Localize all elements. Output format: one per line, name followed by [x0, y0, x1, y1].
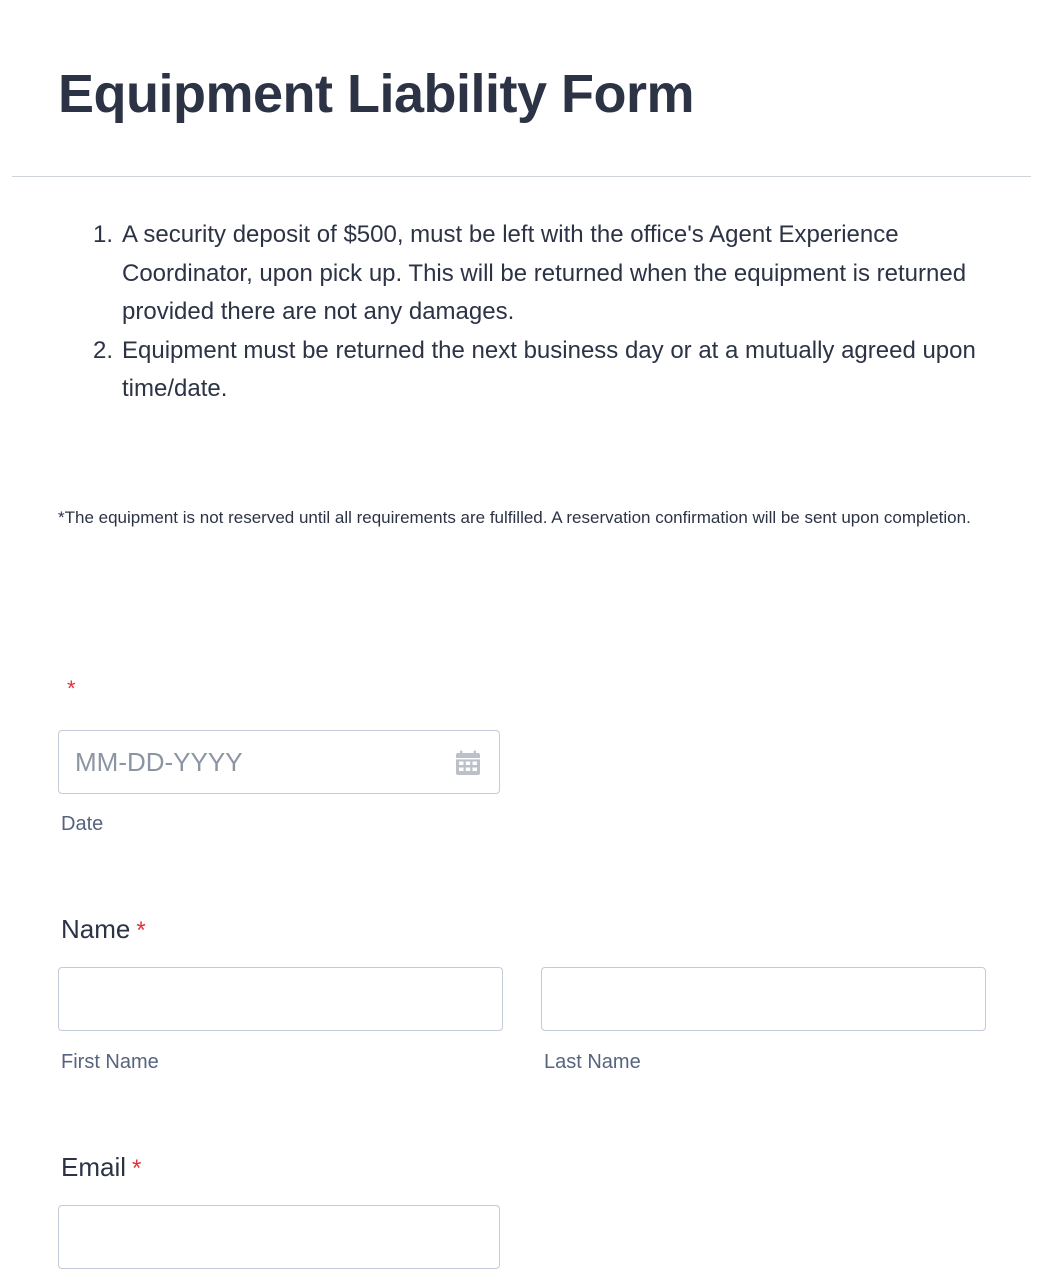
date-sublabel: Date: [61, 813, 104, 835]
title-divider: [12, 176, 1031, 177]
email-label-text: Email: [61, 1152, 127, 1182]
disclaimer-text: *The equipment is not reserved until all requirements are fulfilled. A reservation confirmation will be sent upon completion.: [58, 508, 971, 527]
calendar-icon[interactable]: [455, 750, 481, 776]
requirement-item: [93, 332, 992, 409]
date-field: [58, 730, 500, 794]
first-name-sublabel: First Name: [61, 1051, 159, 1073]
requirement-text: A security deposit of $500, must be left with the office's Agent Experience Coordinator, upon pick up. This will be returned when the equipment is returned provided there are not any damages.: [122, 221, 967, 326]
last-name-input[interactable]: [541, 967, 986, 1031]
requirements-list: [93, 216, 992, 409]
date-required-marker: *: [67, 676, 76, 701]
form-title: Equipment Liability Form: [58, 64, 695, 124]
last-name-sublabel: Last Name: [544, 1051, 641, 1073]
email-label: [61, 1150, 141, 1186]
date-input[interactable]: [58, 730, 500, 794]
first-name-input[interactable]: [58, 967, 503, 1031]
name-required-marker: *: [136, 917, 146, 944]
requirement-number: 1.: [93, 221, 114, 248]
requirement-item: [93, 216, 992, 332]
name-label-text: Name: [61, 914, 131, 944]
requirement-number: 2.: [93, 336, 114, 364]
email-required-marker: *: [132, 1155, 142, 1182]
email-input[interactable]: [58, 1205, 500, 1269]
requirement-text: Equipment must be returned the next business day or at a mutually agreed upon time/date.: [122, 336, 976, 403]
name-label: [61, 912, 146, 948]
